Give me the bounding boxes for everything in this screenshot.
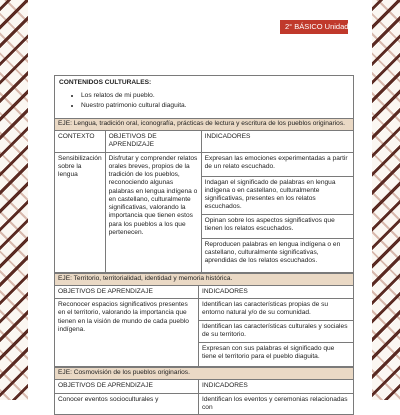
contenidos-list [59, 92, 349, 110]
objetivo-cell: Reconocer espacios significativos presentes en el territorio, valorando la importancia que tienen en la visión de mundo de cada pueblo indígena. [55, 299, 199, 367]
indicador-cell: Identifican las características culturales y sociales de su territorio. [199, 321, 354, 343]
unit-badge: 2° BÁSICO Unidad 1 [280, 20, 348, 34]
column-header-indicadores: INDICADORES [199, 285, 354, 298]
column-header-objetivos: OBJETIVOS DE APRENDIZAJE [55, 380, 199, 393]
indicador-cell: Opinan sobre los aspectos significativos que tienen los relatos escuchados. [201, 214, 353, 238]
column-header-contexto: CONTEXTO [55, 131, 106, 152]
contexto-cell: Sensibilización sobre la lengua [55, 152, 106, 272]
eje2-title: EJE: Territorio, territorialidad, identidad y memoria histórica. [55, 273, 354, 285]
contenidos-culturales-box [54, 75, 354, 118]
eje3-table [54, 367, 354, 415]
indicador-cell: Identifican los eventos y ceremonias relacionadas con [199, 393, 354, 414]
eje1-title: EJE: Lengua, tradición oral, iconografía, prácticas de lectura y escritura de los pueblos originarios. [55, 119, 354, 131]
objetivo-cell: Conocer eventos socioculturales y [55, 393, 199, 414]
column-header-indicadores: INDICADORES [201, 131, 353, 152]
objetivo-cell: Disfrutar y comprender relatos orales breves, propios de la tradición de los pueblos, reconociendo algunas palabras en lengua indígena o en castellano, culturalmente significativas, valorando la importancia que tienen estos para los pueblos a los que pertenecen. [105, 152, 201, 272]
column-header-objetivos: OBJETIVOS DE APRENDIZAJE [55, 285, 199, 298]
document-body [54, 75, 354, 415]
list-item: • Los relatos de mi pueblo. [81, 92, 349, 100]
indicador-cell: Identifican las características propias de su entorno natural y/o de su comunidad. [199, 299, 354, 321]
column-header-objetivos: OBJETIVOS DE APRENDIZAJE [105, 131, 201, 152]
list-item: • Nuestro patrimonio cultural diaguita. [81, 102, 349, 110]
eje1-table [54, 118, 354, 273]
contenidos-title: CONTENIDOS CULTURALES: [59, 79, 152, 86]
indicador-cell: Expresan las emociones experimentadas a partir de un relato escuchado. [201, 152, 353, 176]
decorative-border-left [0, 0, 28, 400]
decorative-border-right [372, 0, 400, 400]
eje2-table [54, 273, 354, 367]
indicador-cell: Indagan el significado de palabras en lengua indígena o en castellano, culturalmente significativas, presentes en los relatos escuchados. [201, 176, 353, 214]
eje3-title: EJE: Cosmovisión de los pueblos originarios. [55, 368, 354, 380]
indicador-cell: Expresan con sus palabras el significado que tiene el territorio para el pueblo diaguita. [199, 343, 354, 367]
column-header-indicadores: INDICADORES [199, 380, 354, 393]
indicador-cell: Reproducen palabras en lengua indígena o en castellano, culturalmente significativas, aprendidas de los relatos escuchados. [201, 238, 353, 272]
